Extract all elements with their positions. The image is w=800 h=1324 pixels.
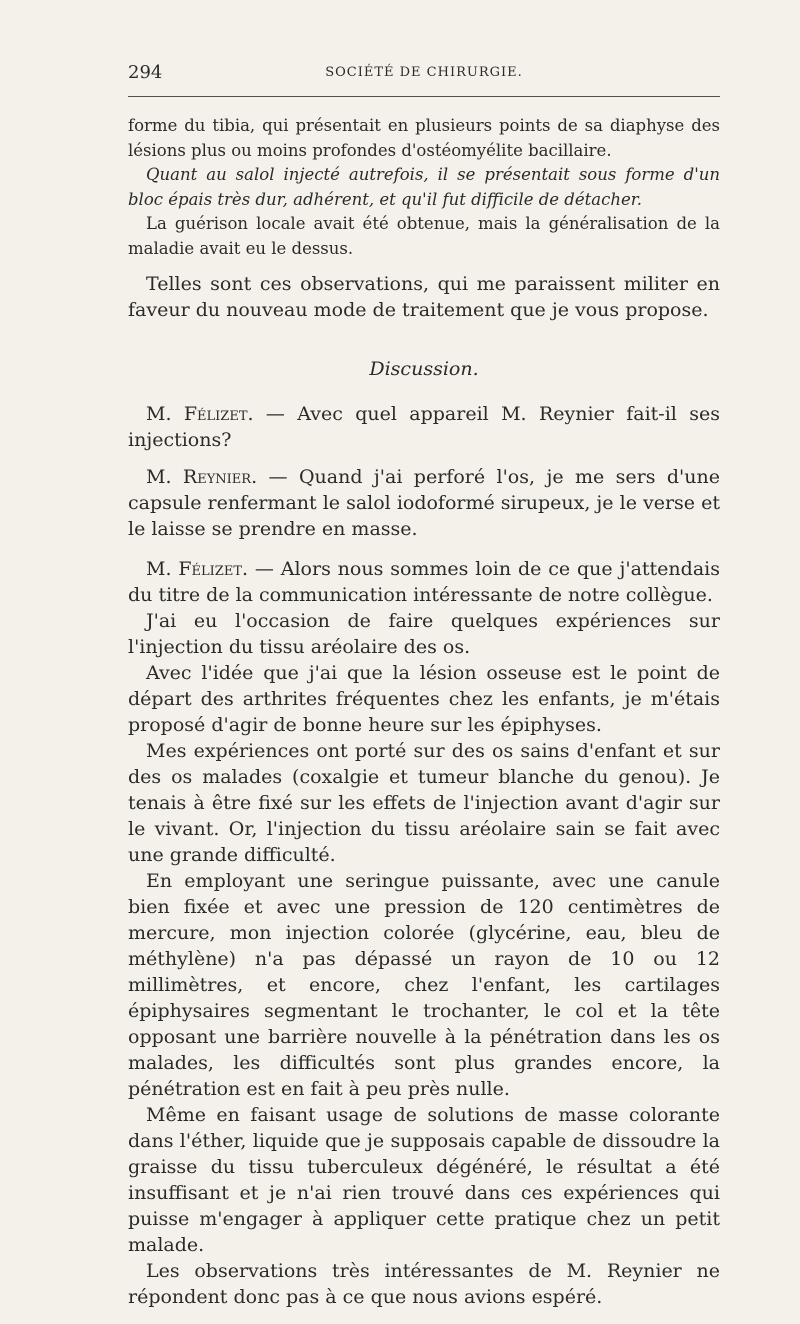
case-report-end [128,114,720,261]
exchange-reynier [128,464,720,542]
speaker: M. Félizet. [146,558,249,580]
remark: — Alors nous sommes loin de ce que j'attendais du titre de la communication intéressante de notre collègue. [128,558,720,606]
page-header [128,62,720,86]
remark: — Quand j'ai perforé l'os, je me sers d'une capsule renfermant le salol iodoformé sirupeux, je le verse et le laisse se prendre en masse. [128,466,720,540]
paragraph: Mes expériences ont porté sur des os sains d'enfant et sur des os malades (coxalgie et tumeur blanche du genou). Je tenais à être fixé sur les effets de l'injection avant d'agir sur le vivant. Or, l'injection du tissu aréolaire sain se fait avec une grande difficulté. [128,740,720,866]
closing-paragraph: Telles sont ces observations, qui me paraissent militer en faveur du nouveau mode de traitement que je vous propose. [128,273,720,321]
paragraph: Les observations très intéressantes de M. Reynier ne répondent donc pas à ce que nous avions espéré. [128,1260,720,1308]
remark: — Avec quel appareil M. Reynier fait-il ses injections? [128,403,720,451]
speaker: M. Félizet. [146,403,254,425]
exchange-felizet-1 [128,401,720,453]
paragraph: Avec l'idée que j'ai que la lésion osseuse est le point de départ des arthrites fréquentes chez les enfants, je m'étais proposé d'agir de bonne heure sur les épiphyses. [128,662,720,736]
discussion-heading: Discussion. [369,358,479,380]
paragraph: J'ai eu l'occasion de faire quelques expériences sur l'injection du tissu aréolaire des os. [128,610,720,658]
speaker: M. Reynier. [146,466,258,488]
paragraph: Même en faisant usage de solutions de masse colorante dans l'éther, liquide que je supposais capable de dissoudre la graisse du tissu tuberculeux dégénéré, le résultat a été insuffisant et je n'ai rien trouvé dans ces expériences qui puisse m'engager à appliquer cette pratique chez un petit malade. [128,1104,720,1256]
running-head: SOCIÉTÉ DE CHIRURGIE. [325,65,523,80]
paragraph-italic: Quant au salol injecté autrefois, il se présentait sous forme d'un bloc épais très dur, adhérent, et qu'il fut difficile de détacher. [128,165,720,209]
paragraph: La guérison locale avait été obtenue, mais la généralisation de la maladie avait eu le dessus. [128,214,720,258]
paragraph: En employant une seringue puissante, avec une canule bien fixée et avec une pression de 120 centimètres de mercure, mon injection colorée (glycérine, eau, bleu de méthylène) n'a pas dépassé un rayon de 10 ou 12 millimètres, et encore, chez l'enfant, les cartilages épiphysaires segmentant le trochanter, le col et la tête opposant une barrière nouvelle à la pénétration dans les os malades, les difficultés sont plus grandes encore, la pénétration est en fait à peu près nulle. [128,870,720,1100]
header-rule [128,96,720,97]
felizet-reply [128,556,720,1310]
paragraph: forme du tibia, qui présentait en plusieurs points de sa diaphyse des lésions plus ou moins profondes d'ostéomyélite bacillaire. [128,116,720,160]
page-number: 294 [128,62,163,83]
exchange-felizet-2 [128,556,720,608]
